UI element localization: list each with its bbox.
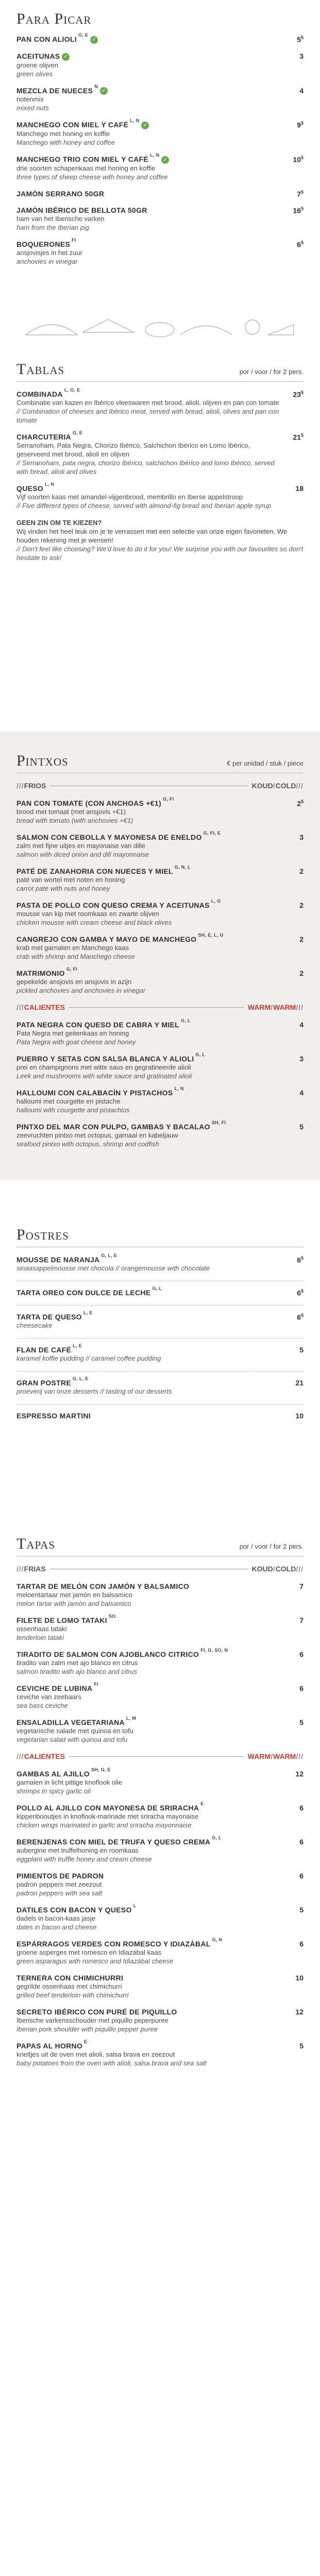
description-en: baby potatoes from the oven with alioli, salsa brava and sea salt <box>16 2059 207 2067</box>
item-name: PATA NEGRA CON QUESO DE CABRA Y MIEL $^{G, L}$ <box>16 1018 191 1029</box>
price-cents: 5 <box>300 155 304 161</box>
allergen-codes: L, N <box>45 482 55 487</box>
allergen-codes: L, N <box>130 118 140 124</box>
description-en: pickled anchovies and anchovies in vinegar <box>16 987 146 994</box>
item-name: SECRETO IBÉRICO CON PURÉ DE PIQUILLO <box>16 2008 177 2016</box>
item-price: 12 <box>295 1770 304 1778</box>
description-nl: zeevruchten pintxo met octopus, garnaal en kabeljauw <box>16 1131 178 1139</box>
description-nl: krieltjes uit de oven met alioli, salsa brava en zeezout <box>16 2050 175 2058</box>
item-name: ESPRESSO MARTINI <box>16 1412 91 1420</box>
tapas-calientes-list <box>16 1767 304 2067</box>
price-cents: 5 <box>300 1313 304 1318</box>
item-price: 21 <box>295 1379 304 1387</box>
allergen-codes: G, N, L <box>174 865 191 870</box>
section-title-postres: Postres <box>16 1226 69 1243</box>
description-en: chicken mousse with cream cheese and black olives <box>16 919 172 926</box>
item-name: QUESO $^{L, N}$ <box>16 482 55 493</box>
allergen-codes: SH, FI <box>211 1120 226 1125</box>
allergen-codes: G, L <box>152 1286 162 1291</box>
allergen-codes: L, G <box>211 899 221 904</box>
description-en: Pata Negra with goat cheese and honey <box>16 1038 136 1046</box>
menu-item <box>16 796 304 825</box>
banner-warm: WARM <box>247 1003 271 1011</box>
menu-item <box>16 1718 304 1744</box>
item-price: 4 <box>299 1089 304 1097</box>
description-nl: drie soorten schapenkaas met honing en koffie <box>16 164 156 172</box>
tapas-frias-list <box>16 1582 304 1744</box>
tablas-note <box>16 518 304 562</box>
item-name: ENSALADILLA VEGETARIANA $^{L, M}$ <box>16 1716 137 1726</box>
description-en: anchovies in vinegar <box>16 257 78 265</box>
item-price: 3 <box>299 833 304 841</box>
pintxos-frios-list <box>16 796 304 995</box>
allergen-codes: G, FI <box>162 796 174 802</box>
item-price: 5 <box>299 2042 304 2050</box>
description-en: vegetarian salad with quinoa and tofu <box>16 1736 128 1743</box>
menu-item <box>16 1052 304 1080</box>
item-name: MEZCLA DE NUECES $^N$✓ <box>16 87 283 95</box>
item-name: JAMÓN SERRANO 50GR <box>16 189 105 198</box>
tapas-frias-banner: /// FRIAS KOUD / COLD /// <box>16 1565 304 1573</box>
price-cents: 5 <box>300 189 304 195</box>
item-name: TARTAR DE MELÓN CON JAMÓN Y BALSAMICO <box>16 1582 190 1590</box>
item-name: FILETE DE LOMO TATAKI $^{SO}$ <box>16 1614 116 1624</box>
item-price: 4 <box>299 1021 304 1029</box>
item-name: TARTA DE QUESO $^{L, E}$ <box>16 1310 93 1321</box>
description-en: green olives <box>16 70 53 78</box>
tablas-note-title: GEEN ZIN OM TE KIEZEN? <box>16 519 102 527</box>
item-name: PUERRO Y SETAS CON SALSA BLANCA Y ALIOLI $^{G, L}$ <box>16 1052 206 1063</box>
allergen-codes: G, L, E <box>72 1376 89 1381</box>
menu-item <box>16 1412 304 1420</box>
description-nl: Serranoham, Pata Negra, Chorizo Ibérico, Salchichon Ibérico en Lomo Ibérico, geserveerd met brood, alioli en olijven <box>16 442 250 458</box>
item-name: SALMON CON CEBOLLA Y MAYONESA DE ENELDO $^{G, FI, E}$ <box>16 831 221 841</box>
menu-item <box>16 32 304 44</box>
item-price: $23^5$ <box>293 390 304 399</box>
item-price: 12 <box>295 2008 304 2016</box>
item-price: 10 <box>295 1412 304 1420</box>
item-price: $6^5$ <box>297 1289 304 1297</box>
description-en: chicken wings marinated in garlic and sriracha mayonnaise <box>16 1821 192 1829</box>
menu-item <box>16 1767 304 1795</box>
item-name: JAMÓN IBÉRICO DE BELLOTA 50GR <box>16 206 147 214</box>
description: proeverij van onze desserts // tasting of our desserts <box>16 1387 172 1395</box>
allergen-codes: L, E <box>73 1343 82 1348</box>
allergen-codes: G, FI, E <box>203 831 221 836</box>
tapas-portion-note: por / voor / for 2 pers. <box>239 1543 304 1550</box>
description-nl: padron peppers met zeezout <box>16 1880 102 1888</box>
section-title-tablas <box>16 361 304 378</box>
item-price: $7^5$ <box>297 189 304 198</box>
price-cents: 5 <box>300 1289 304 1294</box>
menu-item <box>16 935 304 961</box>
description-en: crab with shrimp and Manchego cheese <box>16 953 135 960</box>
tablas-list <box>16 387 304 510</box>
description-en: salmon tiradito with ajo blanco and citrus <box>16 1668 138 1675</box>
item-name: TIRADITO DE SALMON CON AJOBLANCO CITRICO $^{FI, G, SO, N}$ <box>16 1648 228 1658</box>
tablas-divider <box>16 381 304 382</box>
description-en: grilled beef tenderloin with chimichurri <box>16 1991 129 1999</box>
price-cents: 5 <box>300 35 304 40</box>
description-en: ham from the Iberian pig <box>16 223 89 231</box>
item-divider <box>16 1305 304 1306</box>
menu-item <box>16 1616 304 1642</box>
description-en: shrimps in spicy garlic oil <box>16 1787 91 1795</box>
section-title-tapas <box>16 1535 304 1553</box>
menu-item <box>16 1120 304 1148</box>
item-name: MATRIMONIO $^{G, FI}$ <box>16 967 78 977</box>
item-name: POLLO AL AJILLO CON MAYONESA DE SRIRACHA $^E$ <box>16 1801 204 1812</box>
price-cents: 5 <box>300 799 304 804</box>
tablas-portion-note: por / voor / for 2 pers. <box>239 368 304 376</box>
description-nl: Vijf soorten kaas met amandel-vijgenbrood, membrillo en Iberse appelstroop <box>16 493 243 501</box>
banner-cold: COLD <box>275 1565 296 1573</box>
item-name: PIMIENTOS DE PADRON <box>16 1872 104 1880</box>
description-nl: garnalen in licht pittige knoflook olie <box>16 1778 123 1786</box>
price-cents: 5 <box>300 1256 304 1261</box>
price-cents: 5 <box>300 206 304 211</box>
tablas-note-nl: Wij vinden het heel leuk om je te verrassen met een selectie van onze eigen favorieten. We houden rekening met je wensen! <box>16 528 288 544</box>
allergen-codes: SH, G, E <box>91 1767 111 1772</box>
allergen-codes: N <box>94 83 98 89</box>
item-price: 5 <box>299 1718 304 1726</box>
menu-item <box>16 1253 304 1273</box>
description-nl: krab met garnalen en Manchego kaas <box>16 944 129 952</box>
vegetarian-icon: ✓ <box>161 156 169 164</box>
description-en: padron peppers with sea salt <box>16 1889 103 1897</box>
item-name: MANCHEGO TRIO CON MIEL Y CAFÉ $^{L, N}$✓ <box>16 155 283 164</box>
item-price: $16^5$ <box>293 206 304 215</box>
item-name: ESPÁRRAGOS VERDES CON ROMESCO Y IDIAZÁBAL $^{G, N}$ <box>16 1937 223 1948</box>
item-price: 6 <box>299 1872 304 1880</box>
item-name: MOUSSE DE NARANJA $^{G, L, E}$ <box>16 1253 117 1264</box>
menu-item <box>16 237 304 266</box>
banner-warm: WARM <box>247 1752 271 1760</box>
price-cents: 5 <box>300 390 304 395</box>
menu-item <box>16 152 304 181</box>
item-name: BERENJENAS CON MIEL DE TRUFA Y QUESO CREMA $^{G, L}$ <box>16 1835 222 1846</box>
item-name: MANCHEGO CON MIEL Y CAFÉ $^{L, N}$✓ <box>16 121 283 129</box>
description-nl: groene asperges met romesco en Idiazábal kaas <box>16 1948 162 1956</box>
item-price: $2^5$ <box>297 799 304 808</box>
description-en: sea bass ceviche <box>16 1702 68 1709</box>
description-en: halloumi with courgette and pistachios <box>16 1106 130 1114</box>
description: cheesecake <box>16 1321 53 1329</box>
item-name: GAMBAS AL AJILLO $^{SH, G, E}$ <box>16 1767 111 1778</box>
pintxos-title-text: Pintxos <box>16 752 69 769</box>
item-name: PAN CON ALIOLI $^{G, E}$✓ <box>16 35 283 44</box>
description-nl: Iberische varkensschouder met piquillo peperpuree <box>16 2016 169 2024</box>
allergen-codes: FI <box>94 1682 99 1687</box>
description-nl: brood met tomaat (met ansjovis +€1) <box>16 808 126 816</box>
item-name: CANGREJO CON GAMBA Y MAYO DE MANCHEGO $^{SH, E, L, G}$ <box>16 933 224 943</box>
item-price: $5^5$ <box>297 35 304 44</box>
tablas-note-en: // Don't feel like choosing? We'd love to do it for you! We surprise you with our favourites so don't hesitate to ask! <box>16 545 304 562</box>
section-title-pintxos <box>16 752 304 770</box>
allergen-codes: SH, E, L, G <box>198 933 224 938</box>
menu-item <box>16 2039 304 2067</box>
item-price: $6^5$ <box>297 1256 304 1264</box>
description-en: green asparagus with romesco and Idiazábal cheese <box>16 1957 174 1965</box>
banner-calientes: CALIENTES <box>24 1752 65 1760</box>
item-name: CEVICHE DE LUBINA $^{FI}$ <box>16 1682 99 1692</box>
item-name: COMBINADA $^{L, G, E}$ <box>16 387 80 398</box>
description-en: dates in bacon and cheese <box>16 1923 97 1931</box>
menu-item <box>16 969 304 995</box>
description: karamel koffie pudding // caramel coffee pudding <box>16 1354 161 1362</box>
menu-item <box>16 1310 304 1330</box>
menu-item <box>16 52 304 78</box>
item-price: 2 <box>299 969 304 977</box>
description-nl: dadels in bacon-kaas jasje <box>16 1914 96 1922</box>
description-nl: zalm met fijne uitjes en mayonaise van dille <box>16 842 146 850</box>
postres-list <box>16 1253 304 1420</box>
banner-frios: FRIOS <box>24 782 46 790</box>
item-price: 3 <box>299 1055 304 1063</box>
item-price: 6 <box>299 1804 304 1812</box>
item-price: 10 <box>295 1974 304 1982</box>
description-en: Leek and mushrooms with white sauce and gratinated alioli <box>16 1072 192 1080</box>
section-tapas <box>16 1535 304 2076</box>
description-en: carrot pate with nuts and honey <box>16 885 110 892</box>
menu-item <box>16 190 304 198</box>
item-price: $21^5$ <box>293 433 304 442</box>
item-price: 2 <box>299 867 304 875</box>
allergen-codes: G, L <box>180 1018 191 1023</box>
description-en: three types of sheep cheese with honey and coffee <box>16 173 168 181</box>
description-nl: meloentartaar met jamón en balsamico <box>16 1591 132 1599</box>
pintxos-calientes-list <box>16 1018 304 1148</box>
allergen-codes: G, N <box>212 1937 223 1942</box>
item-name: HALLOUMI CON CALABACÍN Y PISTACHOS $^{L, N}$ <box>16 1086 184 1097</box>
description-nl: tiradito van zalm met ajo blanco en citrus <box>16 1659 138 1667</box>
banner-koud: KOUD <box>251 1565 273 1573</box>
description-en: // Five different types of cheese, served with almond-fig bread and Iberian apple syrup <box>16 502 272 510</box>
description-en: // Serranoham, pata negra, chorizo Ibérico, salchichon Ibérico and lomo Ibérico, served with bread, alioli and olives <box>16 459 275 476</box>
section-para-picar <box>16 10 304 274</box>
item-name: TARTA OREO CON DULCE DE LECHE $^{G, L}$ <box>16 1286 162 1297</box>
allergen-codes: L, E <box>83 1310 93 1315</box>
description-nl: prei en champignons met witte saus en gegratineerde alioli <box>16 1063 191 1071</box>
menu-item <box>16 1974 304 1999</box>
menu-item <box>16 1684 304 1710</box>
description-en: mixed nuts <box>16 104 49 112</box>
allergen-codes: G, E <box>78 32 89 38</box>
vegetarian-icon: ✓ <box>100 87 108 95</box>
item-price: 7 <box>299 1616 304 1624</box>
description-nl: ansjovisjes in het zuur <box>16 248 82 257</box>
description-en: melon tartar with jamón and balsamico <box>16 1600 131 1607</box>
tapas-calientes-banner: /// CALIENTES WARM / WARM /// <box>16 1752 304 1760</box>
menu-item <box>16 484 304 510</box>
allergen-codes: L, M <box>126 1716 137 1721</box>
food-illustration <box>21 304 299 345</box>
description-nl: paté van wortel met noten en honing <box>16 876 125 884</box>
allergen-codes: G, E <box>72 430 83 435</box>
allergen-codes: SO <box>108 1614 116 1619</box>
menu-item <box>16 206 304 232</box>
vegetarian-icon: ✓ <box>62 53 70 61</box>
allergen-codes: G, L <box>195 1052 206 1057</box>
item-price: 6 <box>299 1650 304 1658</box>
item-price: 5 <box>299 1906 304 1914</box>
menu-item <box>16 1582 304 1608</box>
description-nl: halloumi met courgette en pistache <box>16 1097 121 1105</box>
menu-item <box>16 833 304 859</box>
description: sinaasappelmousse met chocola // orangemousse with chocolate <box>16 1264 210 1272</box>
description-nl: Pata Negra met geitenkaas en honing <box>16 1029 129 1037</box>
menu-item <box>16 387 304 425</box>
description-nl: ham van het Iberische varken <box>16 214 105 223</box>
section-tablas <box>16 361 304 562</box>
vegetarian-icon: ✓ <box>141 122 149 129</box>
vegetarian-icon: ✓ <box>90 36 98 44</box>
item-name: TERNERA CON CHIMICHURRI <box>16 1974 124 1982</box>
item-name: PINTXO DEL MAR CON PULPO, GAMBAS Y BACALAO $^{SH, FI}$ <box>16 1120 226 1131</box>
item-price: 4 <box>299 86 304 95</box>
allergen-codes: L <box>133 1903 137 1908</box>
allergen-codes: E <box>84 2039 88 2044</box>
item-price: $10^5$ <box>293 155 304 164</box>
banner-warm-en: WARM <box>273 1003 296 1011</box>
description-nl: Manchego met honing en koffie <box>16 130 110 138</box>
description-nl: vegetarische salade met quinoa en tofu <box>16 1727 133 1735</box>
allergen-codes: L, N <box>174 1086 184 1091</box>
allergen-codes: FI, G, SO, N <box>200 1648 228 1653</box>
section-postres <box>16 1226 304 1428</box>
price-cents: 5 <box>300 121 304 126</box>
section-pintxos <box>16 752 304 1157</box>
description-en: eggplant with truffle honey and cream cheese <box>16 1855 152 1863</box>
item-price: $9^5$ <box>297 121 304 130</box>
banner-koud: KOUD <box>251 782 273 790</box>
item-name: DATILES CON BACON Y QUESO $^L$ <box>16 1903 137 1914</box>
description-en: seafood pintxo with octopus, shrimp and codfish <box>16 1140 159 1148</box>
allergen-codes: G, L <box>212 1835 222 1840</box>
menu-item <box>16 1801 304 1829</box>
item-price: 6 <box>299 1940 304 1948</box>
banner-calientes: CALIENTES <box>24 1003 65 1011</box>
description-nl: kippenbooutjes in knoflook-marinade met sriracha mayonaise <box>16 1812 199 1820</box>
menu-item <box>16 1086 304 1114</box>
menu-item <box>16 901 304 927</box>
pintxos-calientes-banner: /// CALIENTES WARM / WARM /// <box>16 1003 304 1011</box>
item-price: 6 <box>299 1838 304 1846</box>
menu-item <box>16 867 304 893</box>
menu-item <box>16 1343 304 1363</box>
description-nl: gegrilde ossenhaas met chimichurri <box>16 1982 122 1990</box>
price-cents: 5 <box>300 240 304 245</box>
item-price: $6^5$ <box>297 240 304 249</box>
para-picar-list <box>16 32 304 266</box>
item-name: BOQUERONES $^{FI}$ <box>16 237 76 248</box>
description-en: tenderloin tataki <box>16 1634 64 1641</box>
description-nl: ossenhaas tataki <box>16 1625 67 1633</box>
description-nl: mousse van kip met roomkaas en zwarte olijven <box>16 910 159 918</box>
allergen-codes: G, FI <box>66 967 78 972</box>
item-price: 3 <box>299 52 304 60</box>
banner-cold: COLD <box>275 782 296 790</box>
item-price: 5 <box>299 1123 304 1131</box>
tablas-title-text: Tablas <box>16 361 65 378</box>
allergen-codes: E <box>200 1801 204 1806</box>
section-title-para-picar: Para Picar <box>16 10 92 27</box>
allergen-codes: FI <box>72 237 76 243</box>
menu-item <box>16 83 304 113</box>
tapas-title-text: Tapas <box>16 1535 56 1552</box>
item-name: PAPAS AL HORNO $^E$ <box>16 2039 88 2050</box>
menu-item <box>16 1903 304 1931</box>
item-price: 2 <box>299 901 304 909</box>
allergen-codes: L, G, E <box>64 387 80 393</box>
description-nl: aubergine met truffelhoning en roomkaas <box>16 1846 139 1854</box>
menu-item <box>16 118 304 147</box>
item-price: 5 <box>299 1346 304 1354</box>
menu-item <box>16 1376 304 1396</box>
menu-item <box>16 1018 304 1046</box>
pintxos-unit-note: € per unidad / stuk / piece <box>227 759 304 767</box>
description-en: Manchego with honey and coffee <box>16 139 115 147</box>
menu-item <box>16 1650 304 1676</box>
menu-item <box>16 1286 304 1297</box>
item-price: 18 <box>295 484 304 493</box>
item-price: 2 <box>299 935 304 943</box>
description-nl: Combinatie van kazen en Ibérico vleeswaren met brood, alioli, olijven en pan con tomate <box>16 399 279 406</box>
allergen-codes: G, L, E <box>101 1253 117 1258</box>
menu-item <box>16 430 304 476</box>
description-nl: notenmix <box>16 95 44 104</box>
description-en: Iberian pork shoulder with piquillo pepper puree <box>16 2025 158 2033</box>
description-nl: gepekelde ansjovis en ansjovis in azijn <box>16 978 132 986</box>
description-en: // Combination of cheeses and Ibérico meat, served with bread, alioli, olives and pan con tomate <box>16 408 279 424</box>
allergen-codes: L, N <box>150 152 160 158</box>
item-name: PATÉ DE ZANAHORIA CON NUECES Y MIEL $^{G, N, L}$ <box>16 865 191 875</box>
item-name: ACEITUNAS ✓ <box>16 52 283 61</box>
description-nl: groene olijven <box>16 61 58 69</box>
item-name: PASTA DE POLLO CON QUESO CREMA Y ACEITUNAS $^{L, G}$ <box>16 899 221 909</box>
item-price: 7 <box>299 1582 304 1590</box>
menu-item <box>16 1872 304 1897</box>
item-name: FLAN DE CAFÉ $^{L, E}$ <box>16 1343 82 1354</box>
pintxos-frios-banner: /// FRIOS KOUD / COLD /// <box>16 782 304 790</box>
banner-frias: FRIAS <box>24 1565 46 1573</box>
menu-item <box>16 1937 304 1965</box>
price-cents: 5 <box>300 433 304 438</box>
description-en: bread with tomato (with anchovies +€1) <box>16 817 133 824</box>
item-name: GRAN POSTRE $^{G, L, E}$ <box>16 1376 89 1387</box>
banner-warm-en: WARM <box>273 1752 296 1760</box>
item-name: CHARCUTERIA $^{G, E}$ <box>16 430 83 441</box>
item-name: PAN CON TOMATE (CON ANCHOAS +€1) $^{G, FI}$ <box>16 796 174 807</box>
description-nl: ceviche van zeebaars <box>16 1693 81 1701</box>
description-en: salmon with diced onion and dill mayonnaise <box>16 851 149 858</box>
item-price: $6^5$ <box>297 1313 304 1321</box>
menu-item <box>16 2008 304 2033</box>
item-price: 6 <box>299 1684 304 1692</box>
menu-item <box>16 1835 304 1863</box>
